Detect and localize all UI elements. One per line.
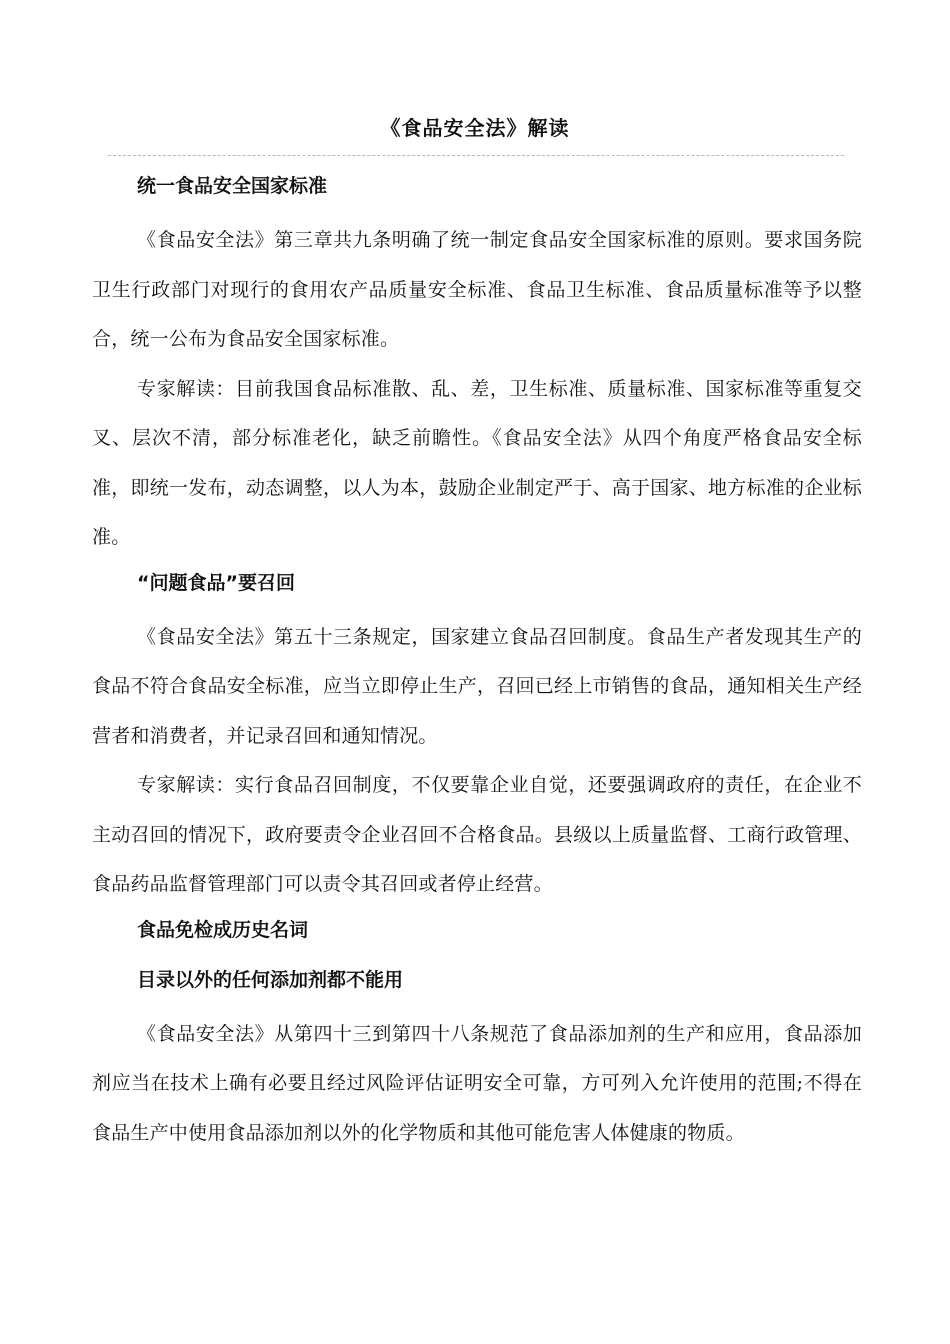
paragraph: 《食品安全法》第五十三条规定，国家建立食品召回制度。食品生产者发现其生产的食品不符合食品安全标准，应当立即停止生产，召回已经上市销售的食品，通知相关生产经营者和消费者，并记录召回和通知情况。 <box>92 625 862 747</box>
paragraph: 《食品安全法》第三章共九条明确了统一制定食品安全国家标准的原则。要求国务院卫生行政部门对现行的食用农产品质量安全标准、食品卫生标准、食品质量标准等予以整合，统一公布为食品安全国家标准。 <box>92 229 862 350</box>
paragraph: 专家解读：实行食品召回制度，不仅要靠企业自觉，还要强调政府的责任，在企业不主动召回的情况下，政府要责令企业召回不合格食品。县级以上质量监督、工商行政管理、食品药品监督管理部门可以责令其召回或者停止经营。 <box>92 774 862 895</box>
document-body <box>92 166 862 1158</box>
section-heading-recall: “问题食品”要召回 <box>137 571 295 594</box>
document-title: 《食品安全法》解读 <box>380 116 570 140</box>
paragraph: 专家解读：目前我国食品标准散、乱、差，卫生标准、质量标准、国家标准等重复交叉、层次不清，部分标准老化，缺乏前瞻性。《食品安全法》从四个角度严格食品安全标准，即统一发布，动态调整，以人为本，鼓励企业制定严于、高于国家、地方标准的企业标准。 <box>92 377 862 548</box>
section-heading-inspection-exemption: 食品免检成历史名词 <box>137 918 309 941</box>
paragraph: 《食品安全法》从第四十三到第四十八条规范了食品添加剂的生产和应用，食品添加剂应当在技术上确有必要且经过风险评估证明安全可靠，方可列入允许使用的范围;不得在食品生产中使用食品添加剂以外的化学物质和其他可能危害人体健康的物质。 <box>92 1022 862 1144</box>
title-divider <box>108 155 844 156</box>
section-heading-additives: 目录以外的任何添加剂都不能用 <box>137 968 404 991</box>
section-heading-unified-standards: 统一食品安全国家标准 <box>137 175 328 197</box>
